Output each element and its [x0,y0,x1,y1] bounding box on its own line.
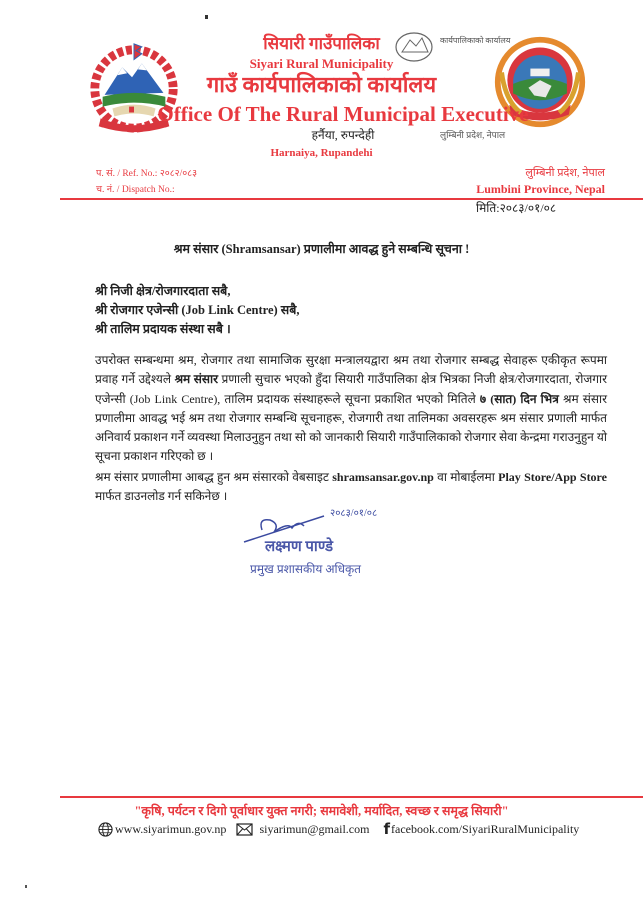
footer-email-link[interactable]: siyarimun@gmail.com [259,822,370,836]
office-stamp-icon [394,30,434,64]
footer-contacts [98,822,579,837]
facebook-icon: f [383,820,391,838]
office-name-np: गाउँ कार्यपालिकाको कार्यालय [206,72,437,97]
office-address-np: हर्नैया, रुपन्देही [311,128,375,142]
municipality-name-en: Siyari Rural Municipality [249,56,394,71]
province-en: Lumbini Province, Nepal [476,182,605,196]
footer-divider [60,796,643,798]
addressee-line: श्री निजी क्षेत्र/रोजगारदाता सबै, [95,284,231,298]
signatory-title: प्रमुख प्रशासकीय अधिकृत [250,562,362,576]
dispatch-number: च. नं. / Dispatch No.: [96,185,175,195]
header-divider [60,198,643,200]
addressee-line: श्री तालिम प्रदायक संस्था सबै । [95,322,231,336]
scan-speck [25,885,27,888]
scan-speck [205,15,208,19]
signatory-name: लक्ष्मण पाण्डे [265,539,333,555]
body-paragraph-1: उपरोक्त सम्बन्धमा श्रम, रोजगार तथा सामाजिक सुरक्षा मन्त्रालयद्वारा श्रम तथा रोजगार सम्बद्ध सेवाहरू एकीकृत रूपमा प्रवाह गर्ने उद्देश्यले श्रम संसार प्रणाली सुचारु भएको हुँदा सियारी गाउँपालिका क्षेत्र भित्रका निजी क्षेत्र/रोजगारदाता, रोजगार एजेन्सी (Job Link Centre), तालिम प्रदायक संस्थाहरूले सूचना प्रकाशित भएको मितिले ७ (सात) दिन भित्र श्रम संसार प्रणालीमा आवद्ध भई श्रम तथा रोजगार सम्बन्धि सूचनाहरू, रोजगारी तथा तालिमका अवसरहरू श्रम संसार प्रणाली मार्फत अनिवार्य प्रकाशन गर्ने व्यवस्था मिलाउनुहुन तथा सो को जानकारी सियारी गाउँपालिकाको रोजगार सेवा केन्द्रमा गराउनुहुन यो सूचना प्रकाशन गरिएको छ । [95,353,607,464]
stamp-text-1: कार्यपालिकाको कार्यालय [440,36,511,45]
website-link: shramsansar.gov.np [332,470,434,484]
municipality-name-np: सियारी गाउँपालिका [263,34,380,53]
footer-facebook-link[interactable]: facebook.com/SiyariRuralMunicipality [391,822,580,836]
body-paragraph-2: श्रम संसार प्रणालीमा आबद्ध हुन श्रम संसारको वेबसाइट shramsansar.gov.np वा मोबाईलमा Play Store/App Store मार्फत डाउनलोड गर्न सकिनेछ । [95,470,607,504]
reference-number: प. सं. / Ref. No.: २०८२/०८३ [96,169,198,179]
province-np: लुम्बिनी प्रदेश, नेपाल [525,167,605,179]
signature-date: २०८३/०१/०८ [330,508,378,519]
addressee-line: श्री रोजगार एजेन्सी (Job Link Centre) सबै, [95,303,300,317]
footer-website-link[interactable]: www.siyarimun.gov.np [115,822,227,836]
letter-date: मिति:२०८३/०१/०८ [476,201,557,215]
mail-icon [236,823,253,836]
letter-subject: श्रम संसार (Shramsansar) प्रणालीमा आवद्ध हुने सम्बन्धि सूचना ! [173,242,470,256]
footer-motto: "कृषि, पर्यटन र दिगो पूर्वाधार युक्त नगरी; समावेशी, मर्यादित, स्वच्छ र समृद्ध सियारी" [134,804,509,818]
stamp-text-2: लुम्बिनी प्रदेश, नेपाल [440,130,506,140]
office-name-en: Office Of The Rural Municipal Executive [157,102,529,126]
office-address-en: Harnaiya, Rupandehi [270,147,373,159]
globe-icon [98,822,113,837]
